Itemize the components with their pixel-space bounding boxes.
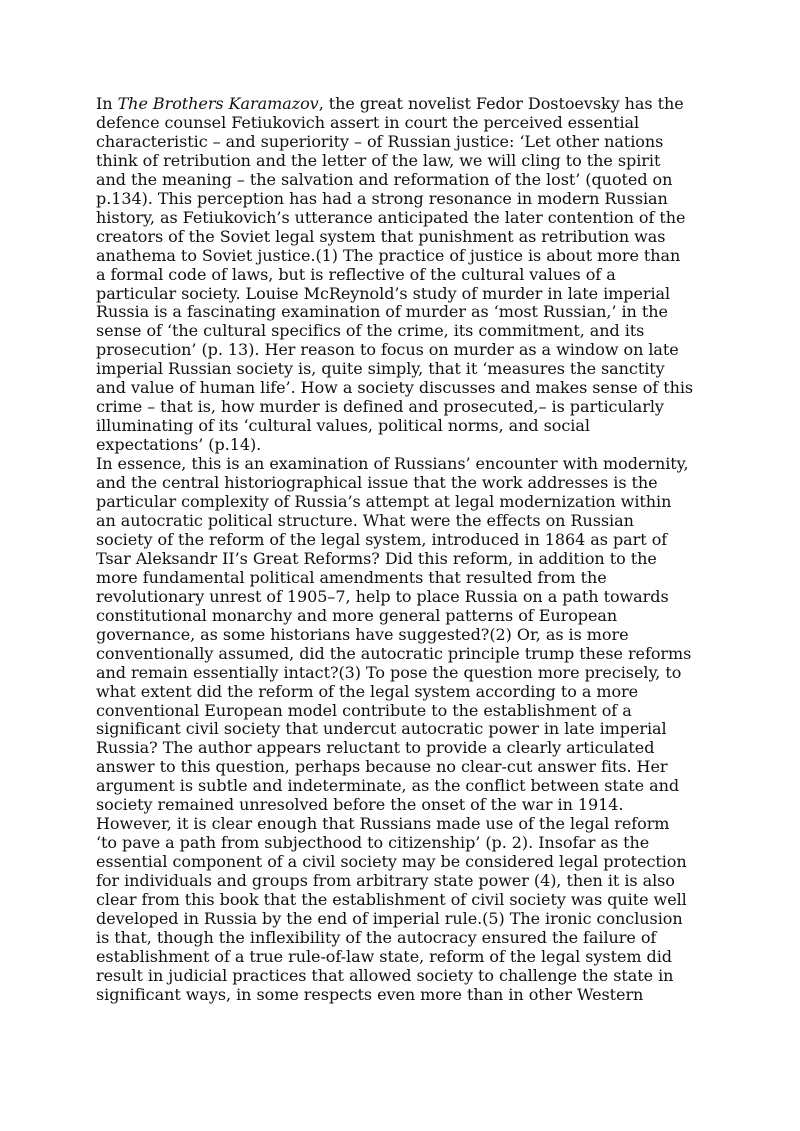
text-line: a formal code of laws, but is reflective of the cultural values of a [96, 264, 616, 284]
text-line: p.134). This perception has had a strong resonance in modern Russian [96, 188, 668, 208]
text-line: governance, as some historians have suggested?(2) Or, as is more [96, 624, 629, 644]
text-line: think of retribution and the letter of the law, we will cling to the spirit [96, 150, 661, 170]
text-line: significant civil society that undercut autocratic power in late imperial [96, 719, 667, 739]
text-line: clear from this book that the establishment of civil society was quite well [96, 890, 687, 910]
line-continuation: , the great novelist Fedor Dostoevsky has the [318, 94, 684, 113]
text-line: Tsar Aleksandr II’s Great Reforms? Did this reform, in addition to the [96, 548, 657, 568]
text-line: history, as Fetiukovich’s utterance anticipated the later contention of the [96, 207, 686, 227]
text-line: essential component of a civil society may be considered legal protection [96, 852, 687, 872]
text-line: conventional European model contribute to the establishment of a [96, 700, 632, 720]
intro-text: In [96, 94, 118, 113]
text-line: Russia? The author appears reluctant to provide a clearly articulated [96, 738, 655, 758]
text-line: significant ways, in some respects even more than in other Western [96, 984, 644, 1004]
text-line: Russia is a fascinating examination of murder as ‘most Russian,’ in the [96, 302, 668, 322]
text-line: more fundamental political amendments that resulted from the [96, 567, 607, 587]
text-line: constitutional monarchy and more general patterns of European [96, 605, 618, 625]
text-line: and remain essentially intact?(3) To pose the question more precisely, to [96, 662, 682, 682]
text-line: establishment of a true rule-of-law state, reform of the legal system did [96, 946, 672, 966]
text-line: In essence, this is an examination of Russians’ encounter with modernity, [96, 454, 689, 474]
text-line: characteristic – and superiority – of Russian justice: ‘Let other nations [96, 131, 664, 151]
text-line: what extent did the reform of the legal system according to a more [96, 681, 639, 701]
text-line: argument is subtle and indeterminate, as the conflict between state and [96, 776, 680, 796]
text-line: particular complexity of Russia’s attempt at legal modernization within [96, 492, 672, 512]
paragraph-1 [96, 95, 716, 455]
text-line: expectations’ (p.14). [96, 435, 262, 455]
text-line: developed in Russia by the end of imperial rule.(5) The ironic conclusion [96, 908, 683, 928]
text-line: for individuals and groups from arbitrary state power (4), then it is also [96, 871, 675, 891]
text-line: and the central historiographical issue that the work addresses is the [96, 473, 658, 493]
text-line: and value of human life’. How a society discusses and makes sense of this [96, 378, 694, 398]
text-line: prosecution’ (p. 13). Her reason to focus on murder as a window on late [96, 340, 679, 360]
body-text [96, 95, 716, 1005]
text-line: revolutionary unrest of 1905–7, help to place Russia on a path towards [96, 586, 669, 606]
text-line: illuminating of its ‘cultural values, political norms, and social [96, 416, 590, 436]
text-line: defence counsel Fetiukovich assert in court the perceived essential [96, 112, 640, 132]
text-line: society remained unresolved before the onset of the war in 1914. [96, 795, 624, 815]
text-line: anathema to Soviet justice.(1) The practice of justice is about more than [96, 245, 681, 265]
text-line: particular society. Louise McReynold’s study of murder in late imperial [96, 283, 671, 303]
text-line: However, it is clear enough that Russians made use of the legal reform [96, 814, 670, 834]
text-line: conventionally assumed, did the autocratic principle trump these reforms [96, 643, 692, 663]
text-line: creators of the Soviet legal system that punishment as retribution was [96, 226, 666, 246]
text-line: society of the reform of the legal system, introduced in 1864 as part of [96, 529, 668, 549]
text-line: answer to this question, perhaps because no clear-cut answer fits. Her [96, 757, 668, 777]
text-line [96, 95, 716, 114]
paragraph-2 [96, 455, 716, 1005]
text-line: crime – that is, how murder is defined and prosecuted,– is particularly [96, 397, 664, 417]
text-line: and the meaning – the salvation and reformation of the lost’ (quoted on [96, 169, 673, 189]
text-line: ‘to pave a path from subjecthood to citizenship’ (p. 2). Insofar as the [96, 833, 650, 853]
text-line: is that, though the inflexibility of the autocracy ensured the failure of [96, 927, 657, 947]
text-line: imperial Russian society is, quite simply, that it ‘measures the sanctity [96, 359, 665, 379]
book-title: The Brothers Karamazov [117, 94, 319, 113]
text-line: result in judicial practices that allowed society to challenge the state in [96, 965, 674, 985]
text-line: sense of ‘the cultural specifics of the crime, its commitment, and its [96, 321, 645, 341]
text-line: an autocratic political structure. What were the effects on Russian [96, 510, 634, 530]
